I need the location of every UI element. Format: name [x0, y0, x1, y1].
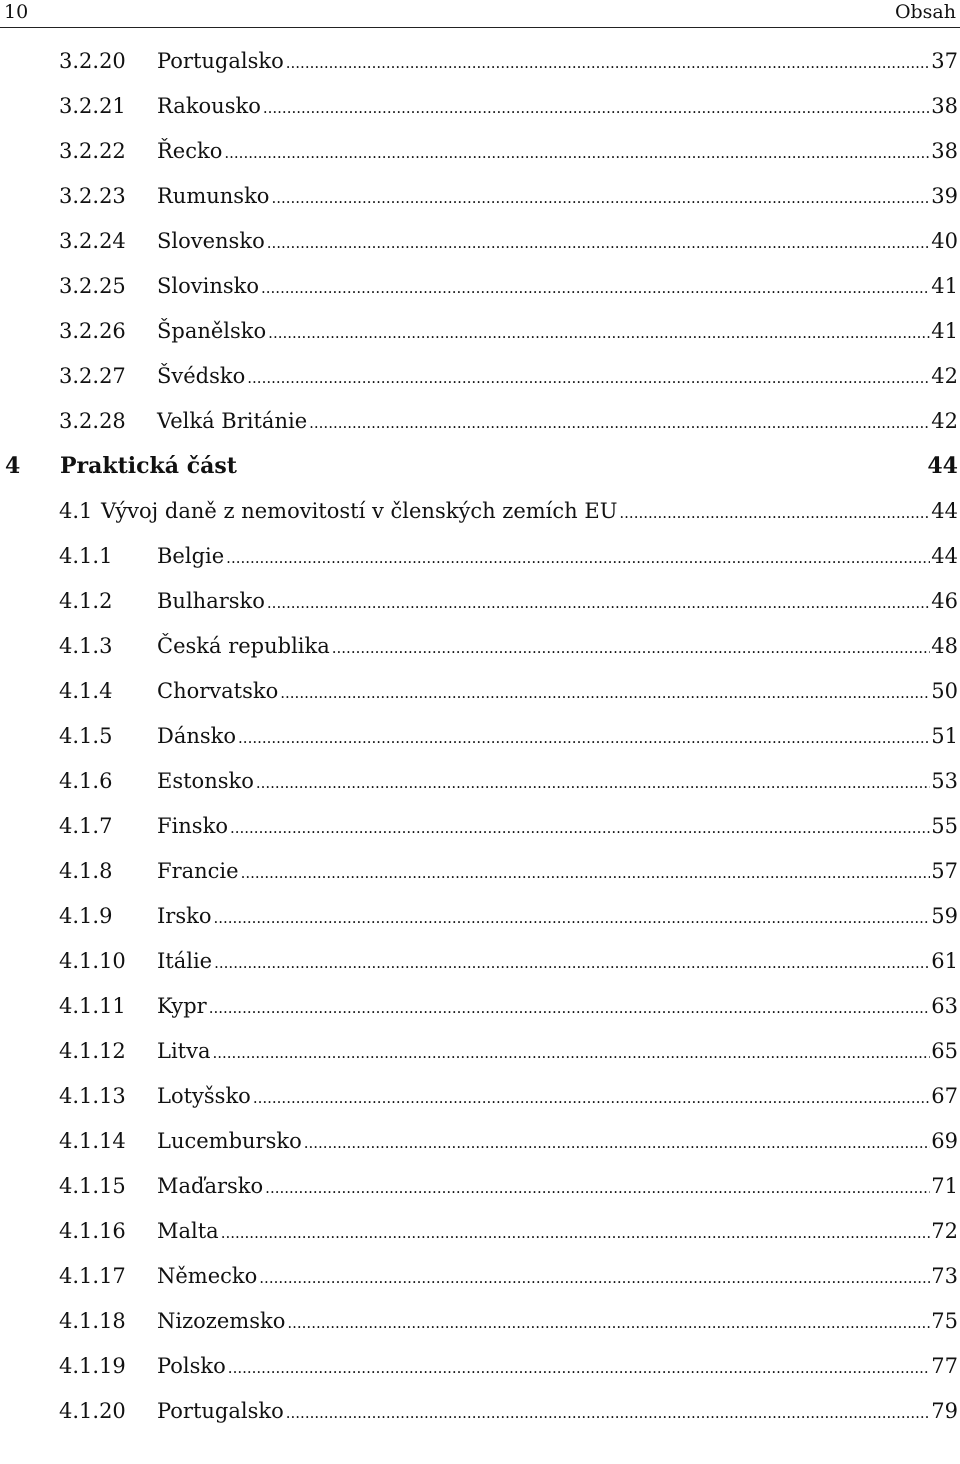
toc-entry-line: [157, 174, 958, 221]
toc-subsection-entry[interactable]: [0, 219, 960, 264]
toc-dot-leader: [241, 849, 931, 896]
toc-dot-leader: [214, 939, 930, 986]
toc-entry-number: 3.2.26: [59, 319, 126, 343]
toc-entry-title: Itálie: [157, 949, 213, 973]
toc-subsection-entry[interactable]: [0, 1254, 960, 1299]
toc-entry-number: 4.1.14: [59, 1129, 126, 1153]
toc-dot-leader: [268, 309, 930, 356]
toc-entry-line: [157, 1209, 958, 1256]
toc-entry-line: [157, 624, 958, 671]
toc-dot-leader: [267, 579, 930, 626]
toc-subsection-entry[interactable]: [0, 534, 960, 579]
toc-entry-page: 57: [931, 859, 958, 883]
toc-entry-number: 4.1.2: [59, 589, 113, 613]
toc-entry-number: 3.2.28: [59, 409, 126, 433]
toc-entry-title: Praktická část: [60, 453, 237, 479]
toc-subsection-entry[interactable]: [0, 1029, 960, 1074]
toc-entry-title: Rumunsko: [157, 184, 270, 208]
toc-entry-line: [157, 759, 958, 806]
toc-subsection-entry[interactable]: [0, 669, 960, 714]
toc-entry-line: [157, 1164, 958, 1211]
toc-entry-number: 4.1.1: [59, 544, 113, 568]
toc-entry-page: 37: [931, 49, 958, 73]
toc-subsection-entry[interactable]: [0, 1299, 960, 1344]
toc-entry-line: [157, 1299, 958, 1346]
running-head: Obsah: [894, 1, 956, 23]
toc-entry-number: 4.1: [59, 499, 93, 523]
toc-entry-title: Lucembursko: [157, 1129, 302, 1153]
page-header: [0, 0, 960, 28]
toc-entry-line: [60, 444, 958, 489]
toc-entry-page: 61: [931, 949, 958, 973]
toc-entry-title: Nizozemsko: [157, 1309, 286, 1333]
toc-entry-number: 4.1.5: [59, 724, 113, 748]
toc-entry-page: 42: [931, 409, 958, 433]
toc-entry-page: 71: [931, 1174, 958, 1198]
toc-entry-page: 44: [931, 544, 958, 568]
toc-entry-page: 55: [931, 814, 958, 838]
toc-entry-line: [157, 354, 958, 401]
toc-entry-page: 67: [931, 1084, 958, 1108]
toc-entry-title: Kypr: [157, 994, 207, 1018]
toc-dot-leader: [265, 1164, 930, 1211]
toc-entry-title: Španělsko: [157, 319, 267, 343]
toc-entry-title: Maďarsko: [157, 1174, 264, 1198]
toc-entry-number: 3.2.24: [59, 229, 126, 253]
toc-subsection-entry[interactable]: [0, 849, 960, 894]
toc-entry-title: Belgie: [157, 544, 225, 568]
toc-entry-page: 73: [931, 1264, 958, 1288]
toc-entry-number: 4.1.3: [59, 634, 113, 658]
toc-subsection-entry[interactable]: [0, 1119, 960, 1164]
toc-dot-leader: [263, 84, 930, 131]
toc-entry-number: 4.1.10: [59, 949, 126, 973]
toc-entry-line: [157, 984, 958, 1031]
toc-entry-title: Rakousko: [157, 94, 261, 118]
toc-entry-title: Česká republika: [157, 634, 330, 658]
toc-entry-page: 39: [931, 184, 958, 208]
toc-entry-number: 3.2.27: [59, 364, 126, 388]
toc-entry-number: 4.1.18: [59, 1309, 126, 1333]
toc-dot-leader: [221, 1209, 931, 1256]
toc-dot-leader: [230, 804, 930, 851]
toc-entry-title: Lotyšsko: [157, 1084, 251, 1108]
toc-subsection-entry[interactable]: [0, 624, 960, 669]
toc-entry-number: 4.1.12: [59, 1039, 126, 1063]
toc-entry-title: Německo: [157, 1264, 258, 1288]
toc-entry-page: 42: [931, 364, 958, 388]
toc-entry-line: [157, 804, 958, 851]
toc-entry-title: Malta: [157, 1219, 219, 1243]
toc-entry-page: 44: [931, 499, 958, 523]
toc-entry-number: 3.2.22: [59, 139, 126, 163]
toc-entry-title: Francie: [157, 859, 239, 883]
toc-entry-number: 4.1.19: [59, 1354, 126, 1378]
toc-entry-number: 3.2.20: [59, 49, 126, 73]
toc-entry-title: Slovinsko: [157, 274, 259, 298]
toc-subsection-entry[interactable]: [0, 804, 960, 849]
toc-dot-leader: [224, 129, 930, 176]
toc-dot-leader: [213, 894, 930, 941]
toc-entry-page: 63: [931, 994, 958, 1018]
toc-subsection-entry[interactable]: [0, 264, 960, 309]
toc-dot-leader: [280, 669, 930, 716]
toc-entry-number: 3.2.25: [59, 274, 126, 298]
toc-chapter-entry[interactable]: [0, 444, 960, 489]
toc-dot-leader: [256, 759, 930, 806]
toc-entry-line: [157, 129, 958, 176]
toc-subsection-entry[interactable]: [0, 1209, 960, 1254]
toc-entry-page: 50: [931, 679, 958, 703]
toc-entry-line: [157, 399, 958, 446]
toc-entry-page: 41: [931, 319, 958, 343]
toc-entry-line: [157, 669, 958, 716]
toc-entry-title: Švédsko: [157, 364, 246, 388]
toc-entry-title: Estonsko: [157, 769, 254, 793]
toc-entry-page: 59: [931, 904, 958, 928]
toc-subsection-entry[interactable]: [0, 939, 960, 984]
toc-entry-page: 79: [931, 1399, 958, 1423]
toc-dot-leader: [212, 1029, 930, 1076]
toc-entry-line: [157, 264, 958, 311]
toc-dot-leader: [259, 1254, 930, 1301]
toc-entry-page: 48: [931, 634, 958, 658]
toc-entry-line: [157, 309, 958, 356]
toc-entry-line: [157, 579, 958, 626]
toc-entry-line: [157, 714, 958, 761]
toc-subsection-entry[interactable]: [0, 894, 960, 939]
toc-entry-title: Řecko: [157, 139, 223, 163]
toc-entry-title: Portugalsko: [157, 49, 284, 73]
toc-dot-leader: [209, 984, 931, 1031]
toc-entry-title: Slovensko: [157, 229, 265, 253]
toc-entry-page: 46: [931, 589, 958, 613]
toc-dot-leader: [286, 1389, 931, 1436]
toc-entry-page: 38: [931, 94, 958, 118]
toc-entry-page: 75: [931, 1309, 958, 1333]
toc-section-entry[interactable]: [0, 489, 960, 534]
toc-dot-leader: [261, 264, 930, 311]
toc-subsection-entry[interactable]: [0, 1389, 960, 1434]
toc-subsection-entry[interactable]: [0, 354, 960, 399]
toc-subsection-entry[interactable]: [0, 129, 960, 174]
toc-subsection-entry[interactable]: [0, 714, 960, 759]
toc-entry-line: [101, 489, 958, 536]
toc-entry-line: [157, 84, 958, 131]
toc-subsection-entry[interactable]: [0, 174, 960, 219]
toc-entry-number: 4.1.20: [59, 1399, 126, 1423]
toc-dot-leader: [226, 534, 930, 581]
toc-entry-number: 4: [5, 453, 21, 479]
toc-entry-line: [157, 1344, 958, 1391]
toc-entry-line: [157, 219, 958, 266]
toc-entry-number: 4.1.13: [59, 1084, 126, 1108]
toc-entry-title: Vývoj daně z nemovitostí v členských zemích EU: [101, 499, 618, 523]
toc-dot-leader: [332, 624, 931, 671]
toc-entry-number: 3.2.21: [59, 94, 126, 118]
toc-subsection-entry[interactable]: [0, 1164, 960, 1209]
toc-subsection-entry[interactable]: [0, 1344, 960, 1389]
toc-entry-title: Polsko: [157, 1354, 226, 1378]
toc-entry-title: Chorvatsko: [157, 679, 279, 703]
toc-dot-leader: [271, 174, 930, 221]
toc-dot-leader: [286, 39, 931, 86]
toc-dot-leader: [253, 1074, 930, 1121]
toc-entry-line: [157, 939, 958, 986]
toc-dot-leader: [267, 219, 931, 266]
toc-entry-title: Irsko: [157, 904, 212, 928]
toc-entry-title: Litva: [157, 1039, 211, 1063]
toc-entry-page: 40: [931, 229, 958, 253]
toc-subsection-entry[interactable]: [0, 579, 960, 624]
toc-entry-line: [157, 534, 958, 581]
toc-entry-number: 4.1.8: [59, 859, 113, 883]
toc-entry-page: 41: [931, 274, 958, 298]
toc-entry-number: 4.1.17: [59, 1264, 126, 1288]
toc-entry-number: 4.1.11: [59, 994, 126, 1018]
toc-dot-leader: [228, 1344, 930, 1391]
toc-subsection-entry[interactable]: [0, 84, 960, 129]
toc-entry-title: Bulharsko: [157, 589, 265, 613]
toc-entry-line: [157, 894, 958, 941]
toc-entry-number: 4.1.6: [59, 769, 113, 793]
toc-entry-page: 51: [931, 724, 958, 748]
toc-entry-number: 4.1.15: [59, 1174, 126, 1198]
toc-subsection-entry[interactable]: [0, 309, 960, 354]
page-number: 10: [4, 1, 29, 23]
toc-entry-number: 4.1.9: [59, 904, 113, 928]
toc-entry-number: 4.1.7: [59, 814, 113, 838]
toc-dot-leader: [619, 489, 930, 536]
toc-entry-title: Portugalsko: [157, 1399, 284, 1423]
toc-dot-leader: [287, 1299, 930, 1346]
toc-entry-page: 72: [931, 1219, 958, 1243]
toc-entry-line: [157, 1074, 958, 1121]
toc-entry-number: 3.2.23: [59, 184, 126, 208]
toc-subsection-entry[interactable]: [0, 1074, 960, 1119]
toc-entry-line: [157, 1029, 958, 1076]
toc-dot-leader: [247, 354, 930, 401]
toc-dot-leader: [238, 714, 930, 761]
toc-subsection-entry[interactable]: [0, 399, 960, 444]
toc-entry-page: 77: [931, 1354, 958, 1378]
toc-entry-line: [157, 1389, 958, 1436]
toc-entry-title: Velká Británie: [157, 409, 308, 433]
toc-entry-page: 65: [931, 1039, 958, 1063]
toc-entry-line: [157, 849, 958, 896]
toc-entry-title: Finsko: [157, 814, 228, 838]
toc-entry-title: Dánsko: [157, 724, 237, 748]
toc-entry-line: [157, 1254, 958, 1301]
toc-entry-number: 4.1.4: [59, 679, 113, 703]
toc-entry-page: 38: [931, 139, 958, 163]
toc-entry-line: [157, 1119, 958, 1166]
toc-subsection-entry[interactable]: [0, 984, 960, 1029]
toc-subsection-entry[interactable]: [0, 759, 960, 804]
toc-entry-number: 4.1.16: [59, 1219, 126, 1243]
toc-subsection-entry[interactable]: [0, 39, 960, 84]
toc-entry-page: 53: [931, 769, 958, 793]
toc-dot-leader: [304, 1119, 931, 1166]
toc-dot-leader: [309, 399, 930, 446]
toc-entry-page: 69: [931, 1129, 958, 1153]
toc-entry-page: 44: [927, 453, 958, 479]
toc-entry-line: [157, 39, 958, 86]
